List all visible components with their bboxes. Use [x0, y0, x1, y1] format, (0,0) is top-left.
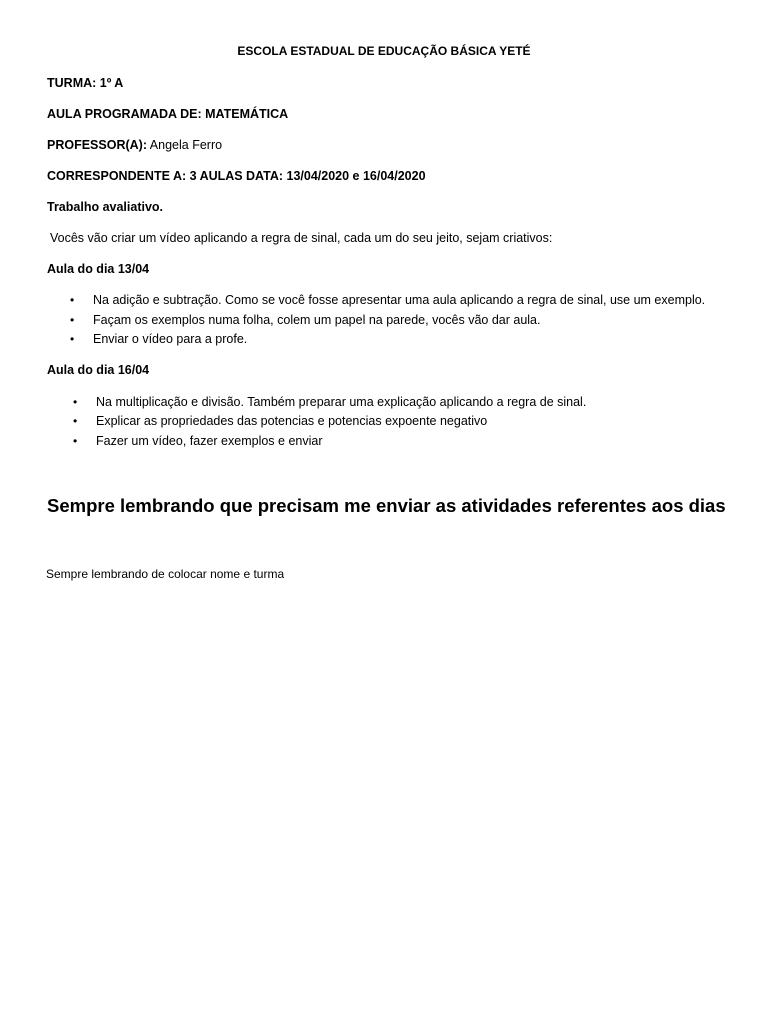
bullet-icon: •: [73, 395, 78, 409]
teacher-line: [47, 137, 222, 153]
lesson-count-line: CORRESPONDENTE A: 3 AULAS: [47, 169, 243, 183]
list-item-text: Enviar o vídeo para a profe.: [93, 332, 248, 346]
secondary-reminder: Sempre lembrando de colocar nome e turma: [46, 567, 285, 581]
lesson-heading-1304: Aula do dia 13/04: [47, 262, 150, 276]
list-item-text: Fazer um vídeo, fazer exemplos e enviar: [96, 434, 323, 448]
bullet-icon: •: [70, 313, 75, 327]
bullet-icon: •: [70, 293, 75, 307]
list-item-text: Façam os exemplos numa folha, colem um papel na parede, vocês vão dar aula.: [93, 313, 541, 327]
bullet-icon: •: [73, 414, 78, 428]
bullet-icon: •: [73, 434, 78, 448]
class-line: TURMA: 1º A: [47, 76, 124, 90]
list-item-text: Na adição e subtração. Como se você fosse apresentar uma aula aplicando a regra de sinal, use um exemplo.: [93, 293, 706, 307]
date-line: DATA: 13/04/2020 e 16/04/2020: [246, 169, 426, 183]
list-item-text: Explicar as propriedades das potencias e potencias expoente negativo: [96, 414, 488, 428]
list-item-text: Na multiplicação e divisão. Também preparar uma explicação aplicando a regra de sinal.: [96, 395, 587, 409]
assignment-title: Trabalho avaliativo.: [47, 200, 164, 214]
lesson-heading-1604: Aula do dia 16/04: [47, 363, 150, 377]
bullet-icon: •: [70, 332, 75, 346]
school-title: ESCOLA ESTADUAL DE EDUCAÇÃO BÁSICA YETÉ: [237, 44, 531, 58]
teacher-label: PROFESSOR(A):: [47, 138, 147, 152]
assignment-intro: Vocês vão criar um vídeo aplicando a regra de sinal, cada um do seu jeito, sejam criativos:: [50, 231, 553, 245]
main-reminder: Sempre lembrando que precisam me enviar as atividades referentes aos dias: [47, 495, 726, 516]
subject-line: AULA PROGRAMADA DE: MATEMÁTICA: [47, 107, 289, 121]
teacher-name: Angela Ferro: [149, 138, 223, 152]
